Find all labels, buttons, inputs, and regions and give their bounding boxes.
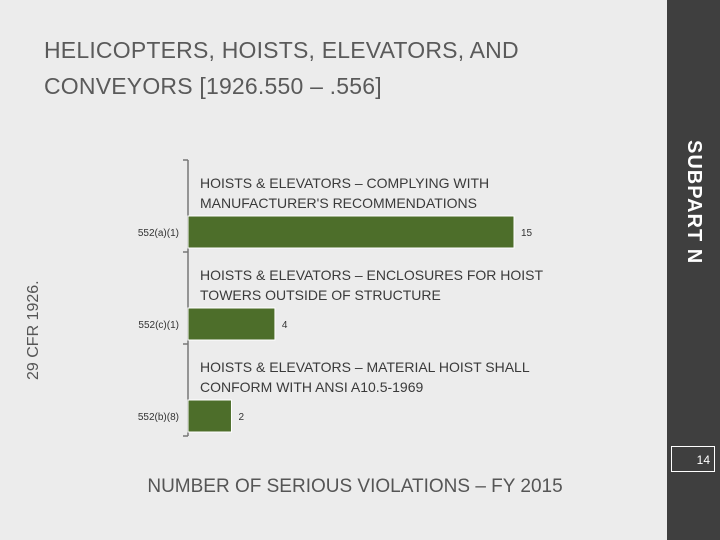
subpart-label: SUBPART N — [683, 140, 705, 265]
bar-description: HOISTS & ELEVATORS – ENCLOSURES FOR HOIST TOWERS OUTSIDE OF STRUCTURE — [200, 267, 544, 303]
bar-description: HOISTS & ELEVATORS – COMPLYING WITH MANUFACTURER'S RECOMMENDATIONS — [200, 175, 490, 211]
value-label: 2 — [238, 412, 245, 423]
cfr-label: 29 CFR 1926. — [25, 280, 42, 380]
category-label: 552(c)(1) — [138, 320, 179, 331]
category-label: 552(a)(1) — [137, 228, 179, 239]
value-label: 15 — [521, 228, 533, 239]
value-label: 4 — [281, 320, 288, 331]
bar-552(c)(1) — [188, 308, 275, 340]
bar-552(a)(1) — [188, 216, 514, 248]
category-label: 552(b)(8) — [137, 412, 179, 423]
x-axis-title: NUMBER OF SERIOUS VIOLATIONS – FY 2015 — [147, 476, 563, 497]
page-number-box — [671, 446, 715, 472]
bar-552(b)(8) — [188, 400, 231, 432]
page-number: 14 — [696, 453, 710, 467]
bar-description: HOISTS & ELEVATORS – MATERIAL HOIST SHALL CONFORM WITH ANSI A10.5-1969 — [200, 359, 530, 395]
slide-title: HELICOPTERS, HOISTS, ELEVATORS, AND CONVEYORS [1926.550 – .556] — [44, 37, 519, 99]
